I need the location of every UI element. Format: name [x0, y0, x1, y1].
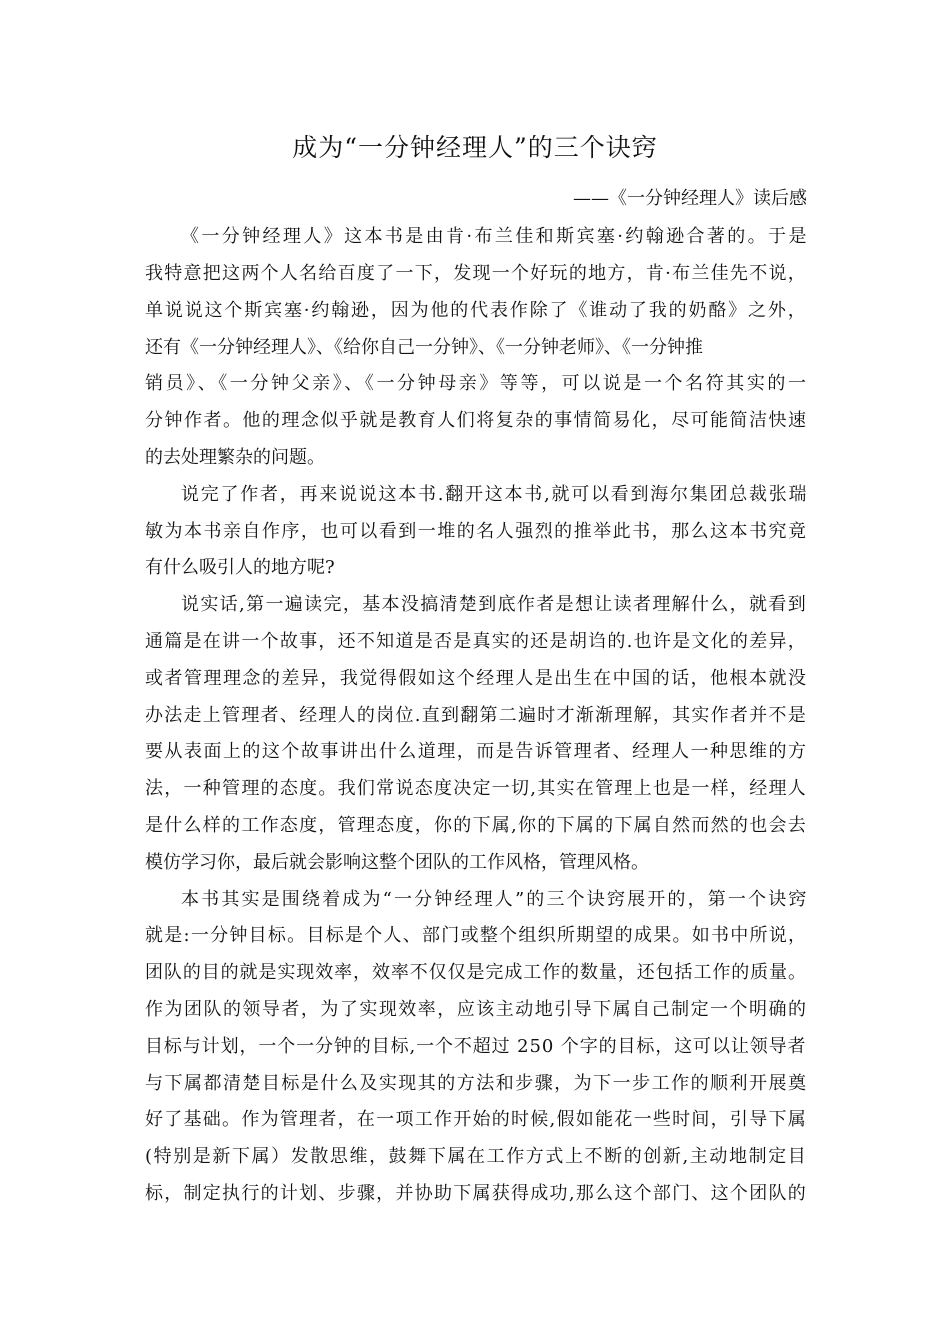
body-line: 《一分钟经理人》这本书是由肯·布兰佳和斯宾塞·约翰逊合著的。于是: [181, 226, 809, 247]
document-title: 成为“一分钟经理人”的三个诀窍: [292, 133, 658, 162]
body-line: 或者管理理念的差异，我觉得假如这个经理人是出生在中国的话，他根本就没: [145, 668, 808, 689]
body-line: 还有《一分钟经理人》、《给你自己一分钟》、《一分钟老师》、《一分钟推: [145, 337, 703, 358]
body-line: 敏为本书亲自作序，也可以看到一堆的名人强烈的推举此书，那么这本书究竟: [145, 521, 808, 542]
body-line: 说完了作者，再来说说这本书.翻开这本书,就可以看到海尔集团总裁张瑞: [181, 484, 809, 505]
body-line: (特别是新下属）发散思维，鼓舞下属在工作方式上不断的创新,主动地制定目: [145, 1146, 808, 1167]
body-line: 团队的目的就是实现效率，效率不仅仅是完成工作的数量，还包括工作的质量。: [145, 962, 807, 983]
body-line: 通篇是在讲一个故事，还不知道是否是真实的还是胡诌的.也许是文化的差异，: [145, 631, 807, 652]
body-line: 是什么样的工作态度，管理态度，你的下属,你的下属的下属自然而然的也会去: [145, 815, 807, 836]
body-line: 就是:一分钟目标。目标是个人、部门或整个组织所期望的成果。如书中所说，: [145, 925, 808, 946]
body-line: 有什么吸引人的地方呢?: [145, 557, 335, 578]
body-line: 我特意把这两个人名给百度了一下，发现一个好玩的地方，肯·布兰佳先不说，: [145, 263, 807, 284]
body-line: 分钟作者。他的理念似乎就是教育人们将复杂的事情简易化，尽可能简洁快速: [145, 410, 808, 431]
body-line: 与下属都清楚目标是什么及实现其的方法和步骤，为下一步工作的顺利开展奠: [145, 1073, 808, 1094]
body-line: 法，一种管理的态度。我们常说态度决定一切,其实在管理上也是一样，经理人: [145, 778, 807, 799]
body-line: 的去处理繁杂的问题。: [145, 447, 325, 468]
body-line: 销员》、《一分钟父亲》、《一分钟母亲》等等，可以说是一个名符其实的一: [145, 373, 809, 394]
body-line: 说实话,第一遍读完，基本没搞清楚到底作者是想让读者理解什么，就看到: [181, 594, 808, 615]
body-line: 目标与计划，一个一分钟的目标,一个不超过 250 个字的目标，这可以让领导者: [145, 1036, 807, 1057]
body-line: 标，制定执行的计划、步骤，并协助下属获得成功,那么这个部门、这个团队的: [145, 1183, 807, 1204]
body-line: 作为团队的领导者，为了实现效率，应该主动地引导下属自己制定一个明确的: [145, 999, 808, 1020]
body-line: 模仿学习你，最后就会影响这整个团队的工作风格，管理风格。: [145, 852, 649, 873]
body-line: 本书其实是围绕着成为“一分钟经理人”的三个诀窍展开的，第一个诀窍: [181, 889, 809, 910]
body-line: 单说说这个斯宾塞·约翰逊，因为他的代表作除了《谁动了我的奶酪》之外，: [145, 300, 808, 321]
body-line: 好了基础。作为管理者，在一项工作开始的时候,假如能花一些时间，引导下属: [145, 1109, 807, 1130]
document-subtitle: ——《一分钟经理人》读后感: [573, 188, 807, 209]
body-line: 要从表面上的这个故事讲出什么道理，而是告诉管理者、经理人一种思维的方: [145, 741, 808, 762]
body-line: 办法走上管理者、经理人的岗位.直到翻第二遍时才渐渐理解，其实作者并不是: [145, 705, 807, 726]
